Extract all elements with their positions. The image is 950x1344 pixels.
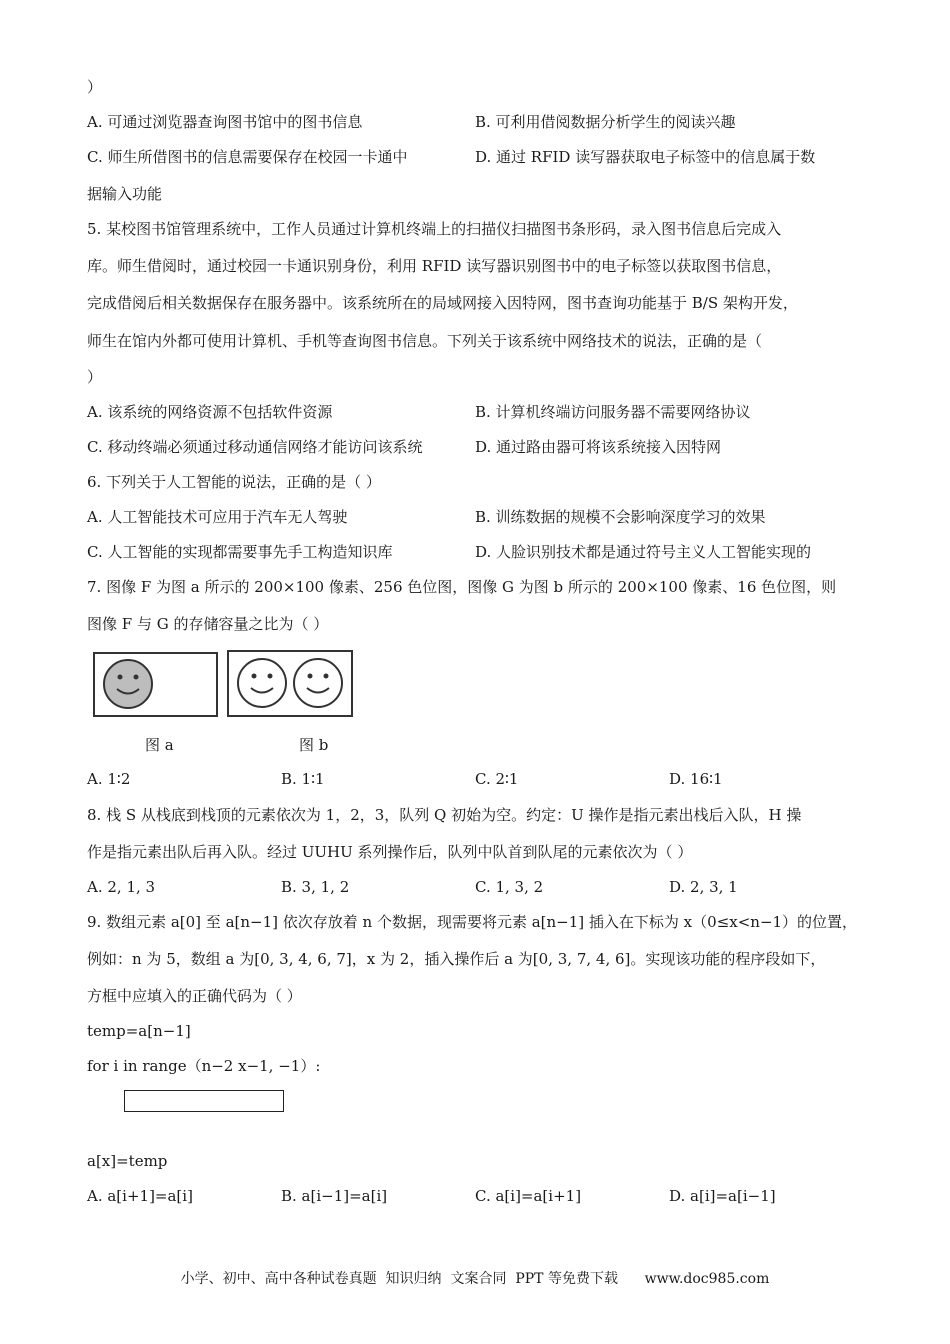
q8-option-a: A. 2, 1, 3 xyxy=(87,878,156,896)
q7-stem-line2: 图像 F 与 G 的存储容量之比为（ ） xyxy=(87,615,329,633)
q9-answer-blank-box xyxy=(124,1090,284,1112)
q5-stem-line2: 库。师生借阅时，通过校园一卡通识别身份，利用 RFID 读写器识别图书中的电子标签以获取图书信息， xyxy=(87,257,782,275)
q5-option-a: A. 该系统的网络资源不包括软件资源 xyxy=(87,403,333,421)
q4-option-b: B. 可利用借阅数据分析学生的阅读兴趣 xyxy=(475,113,736,131)
figure-a-caption: 图 a xyxy=(145,736,174,754)
q9-option-c: C. a[i]=a[i+1] xyxy=(475,1187,582,1205)
q5-option-b: B. 计算机终端访问服务器不需要网络协议 xyxy=(475,403,751,421)
q8-stem-line1: 8. 栈 S 从栈底到栈顶的元素依次为 1，2，3，队列 Q 初始为空。约定：U 操作是指元素出栈后入队，H 操 xyxy=(87,806,802,824)
q6-option-d: D. 人脸识别技术都是通过符号主义人工智能实现的 xyxy=(475,543,812,561)
q4-option-a: A. 可通过浏览器查询图书馆中的图书信息 xyxy=(87,113,363,131)
page-footer: 小学、初中、高中各种试卷真题 知识归纳 文案合同 PPT 等免费下载 www.doc985.com xyxy=(180,1271,770,1287)
q4-option-d-cont: 据输入功能 xyxy=(87,185,163,203)
q6-option-c: C. 人工智能的实现都需要事先手工构造知识库 xyxy=(87,543,393,561)
q8-option-d: D. 2, 3, 1 xyxy=(669,878,738,896)
q5-option-d: D. 通过路由器可将该系统接入因特网 xyxy=(475,438,722,456)
figure-a xyxy=(93,652,218,717)
q6-stem: 6. 下列关于人工智能的说法，正确的是（ ） xyxy=(87,473,381,491)
q5-stem-line4: 师生在馆内外都可使用计算机、手机等查询图书信息。下列关于该系统中网络技术的说法，正确的是（ xyxy=(87,332,763,350)
q5-stem-line5: ） xyxy=(87,368,103,386)
q7-option-a: A. 1∶2 xyxy=(87,770,131,788)
q5-stem-line3: 完成借阅后相关数据保存在服务器中。该系统所在的局域网接入因特网，图书查询功能基于 B/S 架构开发， xyxy=(87,294,798,312)
q5-stem-line1: 5. 某校图书馆管理系统中，工作人员通过计算机终端上的扫描仪扫描图书条形码，录入图书信息后完成入 xyxy=(87,220,782,238)
q4-stem-end: ） xyxy=(87,78,103,96)
q9-code-line1: temp=a[n−1] xyxy=(87,1022,191,1040)
q9-code-line3: a[x]=temp xyxy=(87,1152,168,1170)
q7-stem-line1: 7. 图像 F 为图 a 所示的 200×100 像素、256 色位图，图像 G 为图 b 所示的 200×100 像素、16 色位图，则 xyxy=(87,578,837,596)
smiley-right-icon xyxy=(294,659,342,707)
q9-option-d: D. a[i]=a[i−1] xyxy=(669,1187,776,1205)
q4-option-d: D. 通过 RFID 读写器获取电子标签中的信息属于数 xyxy=(475,148,816,166)
q9-stem-line2: 例如：n 为 5，数组 a 为[0, 3, 4, 6, 7]，x 为 2，插入操作后 a 为[0, 3, 7, 4, 6]。实现该功能的程序段如下， xyxy=(87,950,826,968)
q6-option-b: B. 训练数据的规模不会影响深度学习的效果 xyxy=(475,508,766,526)
q7-option-c: C. 2∶1 xyxy=(475,770,519,788)
q9-code-line2: for i in range（n−2 x−1, −1）: xyxy=(87,1057,321,1075)
q8-stem-line2: 作是指元素出队后再入队。经过 UUHU 系列操作后，队列中队首到队尾的元素依次为（ ） xyxy=(87,843,693,861)
q9-option-a: A. a[i+1]=a[i] xyxy=(87,1187,193,1205)
figure-b xyxy=(227,650,353,717)
figure-b-caption: 图 b xyxy=(299,736,329,754)
q7-option-d: D. 16∶1 xyxy=(669,770,723,788)
q6-option-a: A. 人工智能技术可应用于汽车无人驾驶 xyxy=(87,508,348,526)
q9-stem-line3: 方框中应填入的正确代码为（ ） xyxy=(87,987,302,1005)
q7-option-b: B. 1∶1 xyxy=(281,770,325,788)
q5-option-c: C. 移动终端必须通过移动通信网络才能访问该系统 xyxy=(87,438,423,456)
q9-stem-line1: 9. 数组元素 a[0] 至 a[n−1] 依次存放着 n 个数据，现需要将元素 a[n−1] 插入在下标为 x（0≤x<n−1）的位置， xyxy=(87,913,858,931)
q8-option-b: B. 3, 1, 2 xyxy=(281,878,350,896)
q9-option-b: B. a[i−1]=a[i] xyxy=(281,1187,388,1205)
gray-smiley-icon xyxy=(95,654,216,715)
q8-option-c: C. 1, 3, 2 xyxy=(475,878,544,896)
smiley-left-icon xyxy=(238,659,286,707)
q4-option-c: C. 师生所借图书的信息需要保存在校园一卡通中 xyxy=(87,148,408,166)
